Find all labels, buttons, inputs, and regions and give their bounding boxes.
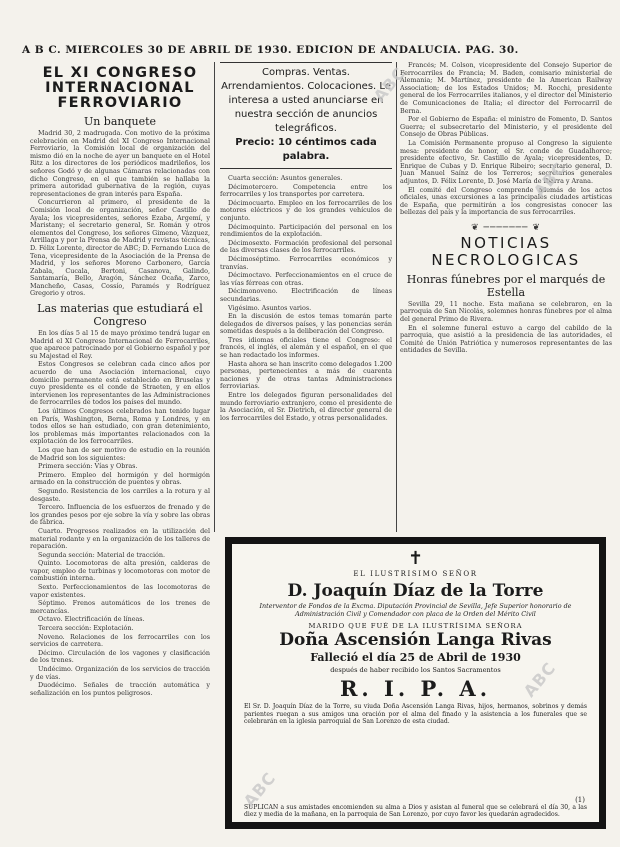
paragraph: Décimoséptimo. Ferrocarriles económicos y tranvías. bbox=[220, 254, 392, 271]
column-divider bbox=[396, 62, 397, 532]
section-body bbox=[30, 330, 210, 697]
obituary-body bbox=[400, 301, 612, 355]
paragraph: El comité del Congreso comprende además de los actos oficiales, unas excursiones a las principales ciudades artísticas de España, que permitirán a los congresistas conocer las bellezas del país y la importancia de sus ferrocarriles. bbox=[400, 185, 612, 217]
paragraph: Quinto. Locomotoras de alta presión, calderas de vapor, empleo de turbinas y locomotoras con motor de combustión interna. bbox=[30, 559, 210, 583]
paragraph: Vigésimo. Asuntos varios. bbox=[228, 303, 312, 312]
paragraph: Décimo. Circulación de los vagones y clasificación de los trenes. bbox=[30, 648, 210, 665]
paragraph: Décimoctavo. Perfeccionamientos en el cruce de las vías férreas con otras. bbox=[220, 271, 392, 287]
paragraph: Sexto. Perfeccionamientos de las locomotoras de vapor existentes. bbox=[30, 583, 210, 599]
paragraph: Décimonoveno. Electrificación de líneas secundarias. bbox=[220, 287, 392, 303]
paragraph: Hasta ahora se han inscrito como delegados 1.200 personas, pertenecientes a más de cuarenta naciones y de otras tantas Administraciones ferroviarias. bbox=[220, 359, 392, 391]
page-header: A B C. MIERCOLES 30 DE ABRIL DE 1930. EDICION DE ANDALUCIA. PAG. 30. bbox=[22, 44, 519, 56]
paragraph: Tres idiomas oficiales tiene el Congreso: el francés, el inglés, el alemán y el español, en el que se han redactado los informes. bbox=[220, 335, 392, 360]
watermark: ABC bbox=[529, 158, 570, 201]
article-body bbox=[400, 62, 612, 217]
paragraph: En el solemne funeral estuvo a cargo del cabildo de la parroquia, que asistió a la presidencia de las autoridades, el Comité de Unión Patriótica y numerosos representantes de las entidades de Sevilla. bbox=[400, 323, 612, 355]
deceased-name: D. Joaquín Díaz de la Torre bbox=[287, 581, 544, 601]
notice-number: (1) bbox=[575, 796, 585, 804]
ornament-divider: ❦ ─────── ❦ bbox=[471, 222, 541, 233]
notice-request: SUPLICAN a sus amistades encomienden su alma a Dios y asistan al funeral que se celebrará el día 30, a las diez y media de la mañana, en la parroquia de San Lorenzo, por cuyo favor les quedarán agradecidos. bbox=[244, 803, 587, 819]
paragraph: Noveno. Relaciones de los ferrocarriles con los servicios de carretera. bbox=[30, 632, 210, 649]
paragraph: Décimocuarto. Empleo en los ferrocarriles de los motores eléctricos y de los grandes vehículos de conjunto. bbox=[220, 198, 392, 222]
watermark: ABC bbox=[239, 768, 280, 811]
notice-text: El Sr. D. Joaquín Díaz de la Torre, su viuda Doña Ascensión Langa Rivas, hijos, hermanos, sobrinos y demás parientes ruegan a sus amigos una oración por el alma del finado y la asistencia a los funerales que se celebrarán en la iglesia parroquial de San Lorenzo de esta ciudad. bbox=[244, 703, 587, 726]
article-headline: EL XI CONGRESO INTERNACIONAL FERROVIARIO bbox=[42, 65, 198, 111]
paragraph: Los que han de ser motivo de estudio en la reunión de Madrid son los siguientes: bbox=[30, 445, 210, 462]
section-title: Un banquete bbox=[83, 115, 157, 128]
paragraph: Décimoquinto. Participación del personal en los rendimientos de la explotación. bbox=[220, 222, 392, 239]
ripa-line: R. I. P. A. bbox=[339, 676, 492, 701]
sacraments-line: después de haber recibido los Santos Sacramentos bbox=[330, 666, 501, 674]
paragraph: Primera sección: Vías y Obras. bbox=[38, 462, 138, 471]
paragraph: En los días 5 al 15 de mayo próximo tendrá lugar en Madrid el XI Congreso Internacional de Ferrocarriles, que aparece patrocinado por el Gobierno español y por su Majestad el Rey. bbox=[30, 329, 210, 360]
article-body bbox=[220, 175, 392, 422]
column-divider bbox=[214, 62, 215, 532]
paragraph: Cuarto. Progresos realizados en la utilización del material rodante y en la organización de los talleres de reparación. bbox=[30, 526, 210, 551]
notice-pretitle: EL ILUSTRISIMO SEÑOR bbox=[353, 570, 478, 578]
paragraph: Los últimos Congresos celebrados han tenido lugar en París, Washington, Berna, Roma y Londres, y en todos ellos se han estudiado, con gran detenimiento, los problemas más importantes relacionados con la explotación de los ferrocarriles. bbox=[30, 407, 210, 446]
column-3 bbox=[400, 62, 612, 512]
watermark: ABC bbox=[369, 63, 410, 106]
deceased-titles: Interventor de Fondos de la Excma. Diputación Provincial de Sevilla, Jefe Superior honorario de Administración Civil y Comendador con placa de la Orden del Mérito Civil bbox=[259, 602, 572, 618]
paragraph: Primero. Empleo del hormigón y del hormigón armado en la construcción de puentes y obras. bbox=[30, 470, 210, 487]
classified-ad-box bbox=[220, 62, 392, 169]
ad-price: Precio: 10 céntimos cada palabra. bbox=[235, 137, 377, 162]
column-1 bbox=[30, 62, 210, 842]
paragraph: Por el Gobierno de España: el ministro de Fomento, D. Santos Guerra; el subsecretario del Ministerio, y el presidente del Consejo de Obras Públicas. bbox=[400, 115, 612, 139]
obituary-subtitle: Honras fúnebres por el marqués de Estella bbox=[406, 272, 606, 299]
paragraph: Segundo. Resistencia de los carriles a la rotura y al desgaste. bbox=[30, 486, 210, 503]
paragraph: Estos Congresos se celebran cada cinco años por acuerdo de una Asociación internacional, cuyo domicilio permanente está establecido en Bruselas y cuyo presidente es el conde de Straeten, y en ellos intervienen los representantes de las Administraciones de ferrocarriles de todos los países del mundo. bbox=[30, 360, 210, 407]
paragraph: Francés; M. Colson, vicepresidente del Consejo Superior de Ferrocarriles de Francia; M. Baden, comisario ministerial de Alemania; M. Martínez, presidente de la American Railway Association; de los Estados Unidos; M. Rocchi, presidente general de los Ferrocarriles italianos, y el director del Ministerio de Comunicaciones de Italia; el director del Ferrocarril de Berna. bbox=[400, 62, 612, 115]
death-date-line: Falleció el día 25 de Abril de 1930 bbox=[310, 651, 521, 664]
ad-text: Compras. Ventas. Arrendamientos. Colocaciones. Le interesa a usted anunciarse en nuestra sección de anuncios telegráficos. bbox=[221, 67, 391, 134]
paragraph: Cuarta sección: Asuntos generales. bbox=[228, 174, 343, 182]
cross-icon: ✝ bbox=[407, 548, 424, 569]
paragraph: La Comisión Permanente propuso al Congreso la siguiente mesa: presidente de honor, el Sr. conde de Guadalhorce; presidente efectivo, Sr. Castillo de Ayala; vicepresidentes, D. Enrique de Cubas y D. Enrique Ribeiro; secretario general, D. Juan Manuel Saínz de los Terreros; secretarios generales adjuntos, D. Félix Lorente, D. José María de Ibarra y Arana. bbox=[400, 138, 612, 185]
spouse-name: Doña Ascensión Langa Rivas bbox=[279, 630, 552, 650]
notice-relation: MARIDO QUE FUÉ DE LA ILUSTRÍSIMA SEÑORA bbox=[308, 622, 523, 630]
paragraph: Undécimo. Organización de los servicios de tracción y de vías. bbox=[30, 665, 210, 681]
paragraph: Décimosexto. Formación profesional del personal de las diversas clases de los ferrocarriles. bbox=[220, 238, 392, 255]
paragraph: Madrid 30, 2 madrugada. Con motivo de la próxima celebración en Madrid del XI Congreso Internacional Ferroviario, la Comisión local de organización del mismo dió en la noche de ayer un banquete en el Hotel Ritz a los directores de los periódicos madrileños, los señores Godó y de algunas Cámaras relacionadas con dicho Congreso, en el que también se hallaba la primera autoridad gubernativa de la región, cuyas representaciones de gran interés para España. bbox=[30, 129, 210, 198]
section-title: Las materias que estudiará el Congreso bbox=[37, 302, 203, 329]
paragraph: Concurrieron al primero, el presidente de la Comisión local de organización, señor Castillo de Ayala; los vicepresidentes, señores Ezaba, Argemí, y Maristany; el secretario general, Sr. Román y otros elementos del Congreso, los señores Gimeno, Vázquez, Arrillaga y por la Prensa de Madrid y revistas técnicas, D. Félix Lorente, director de ABC; D. Fernando Luca de Tena, vicepresidente de la Asociación de la Prensa de Madrid, y los señores Moreno Carbonero, García Zabala, Cucala, Bertoni, Casanova, Galindo, Santamaría, Bello, Aragón, Sánchez Ocaña, Zarco, Mancheño, Casas, Cossío, Paramés y Rodríguez Gregorio y otros. bbox=[30, 198, 210, 298]
paragraph: Sevilla 29, 11 noche. Esta mañana se celebraron, en la parroquia de San Nicolás, solemnes honras fúnebres por el alma del general Primo de Rivera. bbox=[400, 299, 612, 324]
paragraph: Segunda sección: Material de tracción. bbox=[38, 550, 166, 559]
paragraph: Décimotercero. Competencia entre los ferrocarriles y los transportes por carretera. bbox=[220, 182, 392, 199]
section-body bbox=[30, 130, 210, 298]
death-notice bbox=[225, 537, 606, 829]
obituaries-header: NOTICIAS NECROLOGICAS bbox=[431, 233, 581, 269]
paragraph: Tercero. Influencia de los esfuerzos de frenado y de los grandes pesos por eje sobre la vía y sobre las obras de fábrica. bbox=[30, 503, 210, 527]
paragraph: Séptimo. Frenos automáticos de los trenes de mercancías. bbox=[30, 599, 210, 615]
paragraph: Tercera sección: Explotación. bbox=[38, 624, 134, 633]
paragraph: En la discusión de estos temas tomarán parte delegados de diversos países, y las ponencias serán sometidas después a la deliberación del Congreso. bbox=[220, 312, 392, 336]
paragraph: Duodécimo. Señales de tracción automática y señalización en los puntos peligrosos. bbox=[30, 681, 210, 697]
paragraph: Entre los delegados figuran personalidades del mundo ferroviario extranjero, como el presidente de la Asociación, el Sr. Dietrich, el director general de los ferrocarriles del Estado, y otras personalidades. bbox=[220, 391, 392, 422]
paragraph: Octavo. Electrificación de líneas. bbox=[38, 615, 145, 624]
watermark: ABC bbox=[519, 658, 560, 701]
column-2 bbox=[220, 62, 392, 532]
